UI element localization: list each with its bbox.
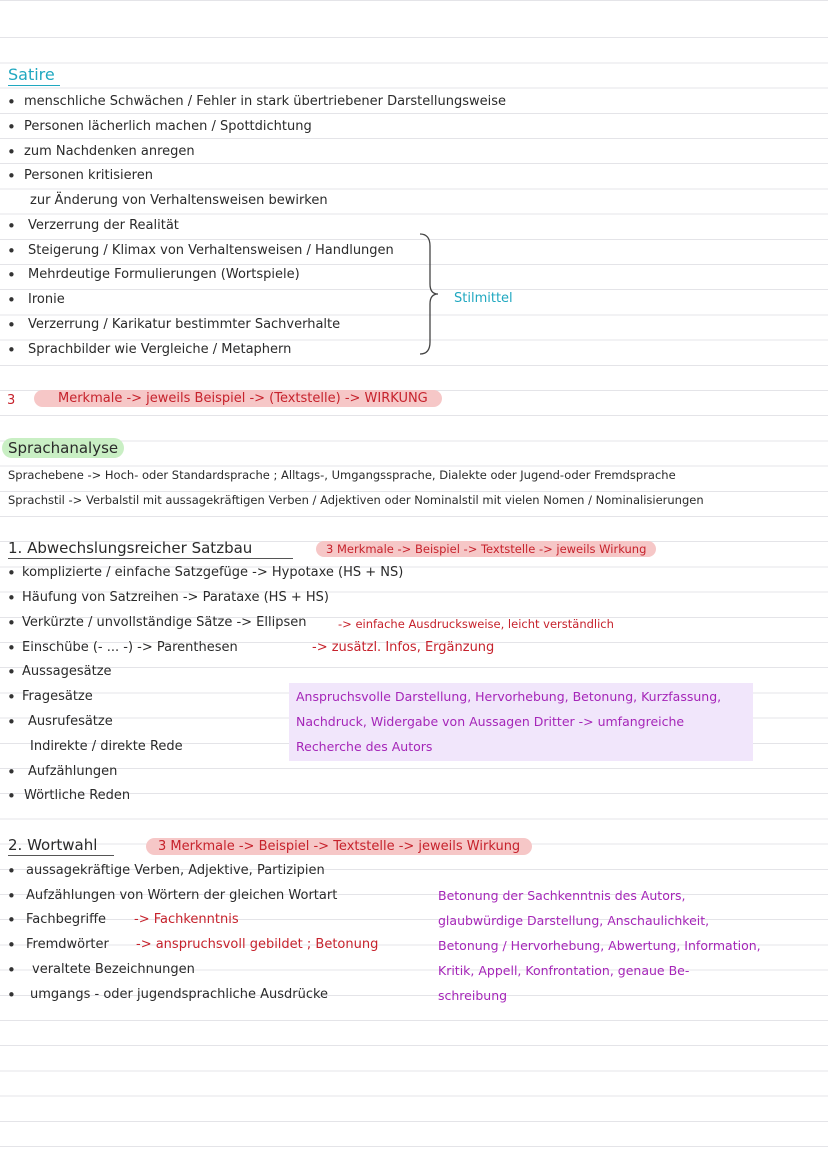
satzbau-item-1: komplizierte / einfache Satzgefüge -> Hypotaxe (HS + NS) (22, 565, 404, 580)
bullet: • (7, 688, 16, 706)
bullet: • (7, 614, 16, 632)
bullet: • (7, 663, 16, 681)
sprachanalyse-heading (2, 439, 124, 457)
wortwahl-item-6: umgangs - oder jugendsprachliche Ausdrücke (30, 987, 329, 1002)
satzbau-item-6: Fragesätze (22, 689, 93, 704)
bullet: • (7, 887, 16, 905)
satzbau-note-text: 3 Merkmale -> Beispiel -> Textstelle -> jeweils Wirkung (316, 541, 656, 557)
fremd-note: -> anspruchsvoll gebildet ; Betonung (136, 937, 379, 952)
wortwahl-note (146, 838, 532, 856)
satzbau-item-7: Ausrufesätze (28, 714, 113, 729)
satire-item-3: zum Nachdenken anregen (24, 144, 195, 159)
satzbau-note (316, 540, 656, 559)
satire-item-6: Verzerrung der Realität (28, 218, 179, 233)
satzbau-item-9: Aufzählungen (28, 764, 118, 779)
satire-item-8: Mehrdeutige Formulierungen (Wortspiele) (28, 267, 300, 282)
sprachstil-line: Sprachstil -> Verbalstil mit aussagekräftigen Verben / Adjektiven oder Nominalstil mit vielen Nomen / Nominalisierungen (8, 493, 704, 507)
wortwahl-wirkung-4: Kritik, Appell, Konfrontation, genaue Be- (438, 963, 690, 978)
bullet: • (7, 341, 16, 359)
bullet: • (7, 862, 16, 880)
satzbau-item-3: Verkürzte / unvollständige Sätze -> Ellipsen (22, 615, 307, 630)
wortwahl-note-text: 3 Merkmale -> Beispiel -> Textstelle -> jeweils Wirkung (146, 838, 532, 855)
bullet: • (7, 93, 16, 111)
bullet: • (7, 167, 16, 185)
satire-title: Satire (8, 65, 55, 84)
wortwahl-wirkung-2: glaubwürdige Darstellung, Anschaulichkeit, (438, 913, 710, 928)
ellipsen-note: -> einfache Ausdrucksweise, leicht verständlich (338, 617, 614, 631)
bullet: • (7, 639, 16, 657)
satire-item-1: menschliche Schwächen / Fehler in stark übertriebener Darstellungsweise (24, 94, 507, 109)
wortwahl-wirkung-3: Betonung / Hervorhebung, Abwertung, Information, (438, 938, 761, 953)
bullet: • (7, 713, 16, 731)
sprachanalyse-title: Sprachanalyse (2, 438, 124, 458)
task-instruction (34, 390, 442, 408)
wortwahl-item-4: Fremdwörter (26, 937, 109, 952)
bullet: • (7, 564, 16, 582)
bullet: • (7, 911, 16, 929)
wortwahl-title: 2. Wortwahl (8, 836, 98, 854)
parenthesen-note: -> zusätzl. Infos, Ergänzung (312, 640, 495, 655)
fach-note: -> Fachkenntnis (134, 912, 239, 927)
bullet: • (7, 217, 16, 235)
bullet: • (7, 242, 16, 260)
satzbau-wirkung-3: Recherche des Autors (296, 739, 433, 754)
wortwahl-item-5: veraltete Bezeichnungen (32, 962, 195, 977)
satire-item-5: zur Änderung von Verhaltensweisen bewirken (30, 193, 328, 208)
wortwahl-title-underline (8, 855, 114, 856)
satzbau-title: 1. Abwechslungsreicher Satzbau (8, 539, 253, 557)
satzbau-item-2: Häufung von Satzreihen -> Parataxe (HS + HS) (22, 590, 329, 605)
curly-brace-icon (418, 232, 442, 356)
bullet: • (7, 266, 16, 284)
satzbau-item-4: Einschübe (- ... -) -> Parenthesen (22, 640, 238, 655)
satire-title-underline (8, 85, 60, 86)
satire-item-7: Steigerung / Klimax von Verhaltensweisen / Handlungen (28, 243, 394, 258)
satzbau-wirkung-1: Anspruchsvolle Darstellung, Hervorhebung, Betonung, Kurzfassung, (296, 689, 722, 704)
satzbau-item-10: Wörtliche Reden (24, 788, 131, 803)
bullet: • (7, 936, 16, 954)
bullet: • (7, 763, 16, 781)
wortwahl-wirkung-1: Betonung der Sachkenntnis des Autors, (438, 888, 686, 903)
task-instruction-text: Merkmale -> jeweils Beispiel -> (Textstelle) -> WIRKUNG (34, 390, 442, 407)
bullet: • (7, 787, 16, 805)
wortwahl-item-3: Fachbegriffe (26, 912, 107, 927)
bullet: • (7, 143, 16, 161)
bullet: • (7, 961, 16, 979)
task-number: 3 (7, 393, 16, 408)
sprachebene-line: Sprachebene -> Hoch- oder Standardsprache ; Alltags-, Umgangssprache, Dialekte oder Jugend-oder Fremdsprache (8, 468, 676, 482)
satzbau-item-8: Indirekte / direkte Rede (30, 739, 183, 754)
stilmittel-label: Stilmittel (454, 291, 513, 306)
bullet: • (7, 118, 16, 136)
wortwahl-item-1: aussagekräftige Verben, Adjektive, Partizipien (26, 863, 325, 878)
bullet: • (7, 589, 16, 607)
satzbau-title-underline (8, 558, 293, 559)
bullet: • (7, 291, 16, 309)
bullet: • (7, 316, 16, 334)
wortwahl-item-2: Aufzählungen von Wörtern der gleichen Wortart (26, 888, 338, 903)
satire-item-4: Personen kritisieren (24, 168, 153, 183)
satire-item-9: Ironie (28, 292, 65, 307)
satire-item-10: Verzerrung / Karikatur bestimmter Sachverhalte (28, 317, 341, 332)
wortwahl-wirkung-5: schreibung (438, 988, 508, 1003)
satire-item-11: Sprachbilder wie Vergleiche / Metaphern (28, 342, 292, 357)
satire-item-2: Personen lächerlich machen / Spottdichtung (24, 119, 312, 134)
bullet: • (7, 986, 16, 1004)
satzbau-wirkung-2: Nachdruck, Widergabe von Aussagen Dritter -> umfangreiche (296, 714, 685, 729)
satzbau-item-5: Aussagesätze (22, 664, 112, 679)
